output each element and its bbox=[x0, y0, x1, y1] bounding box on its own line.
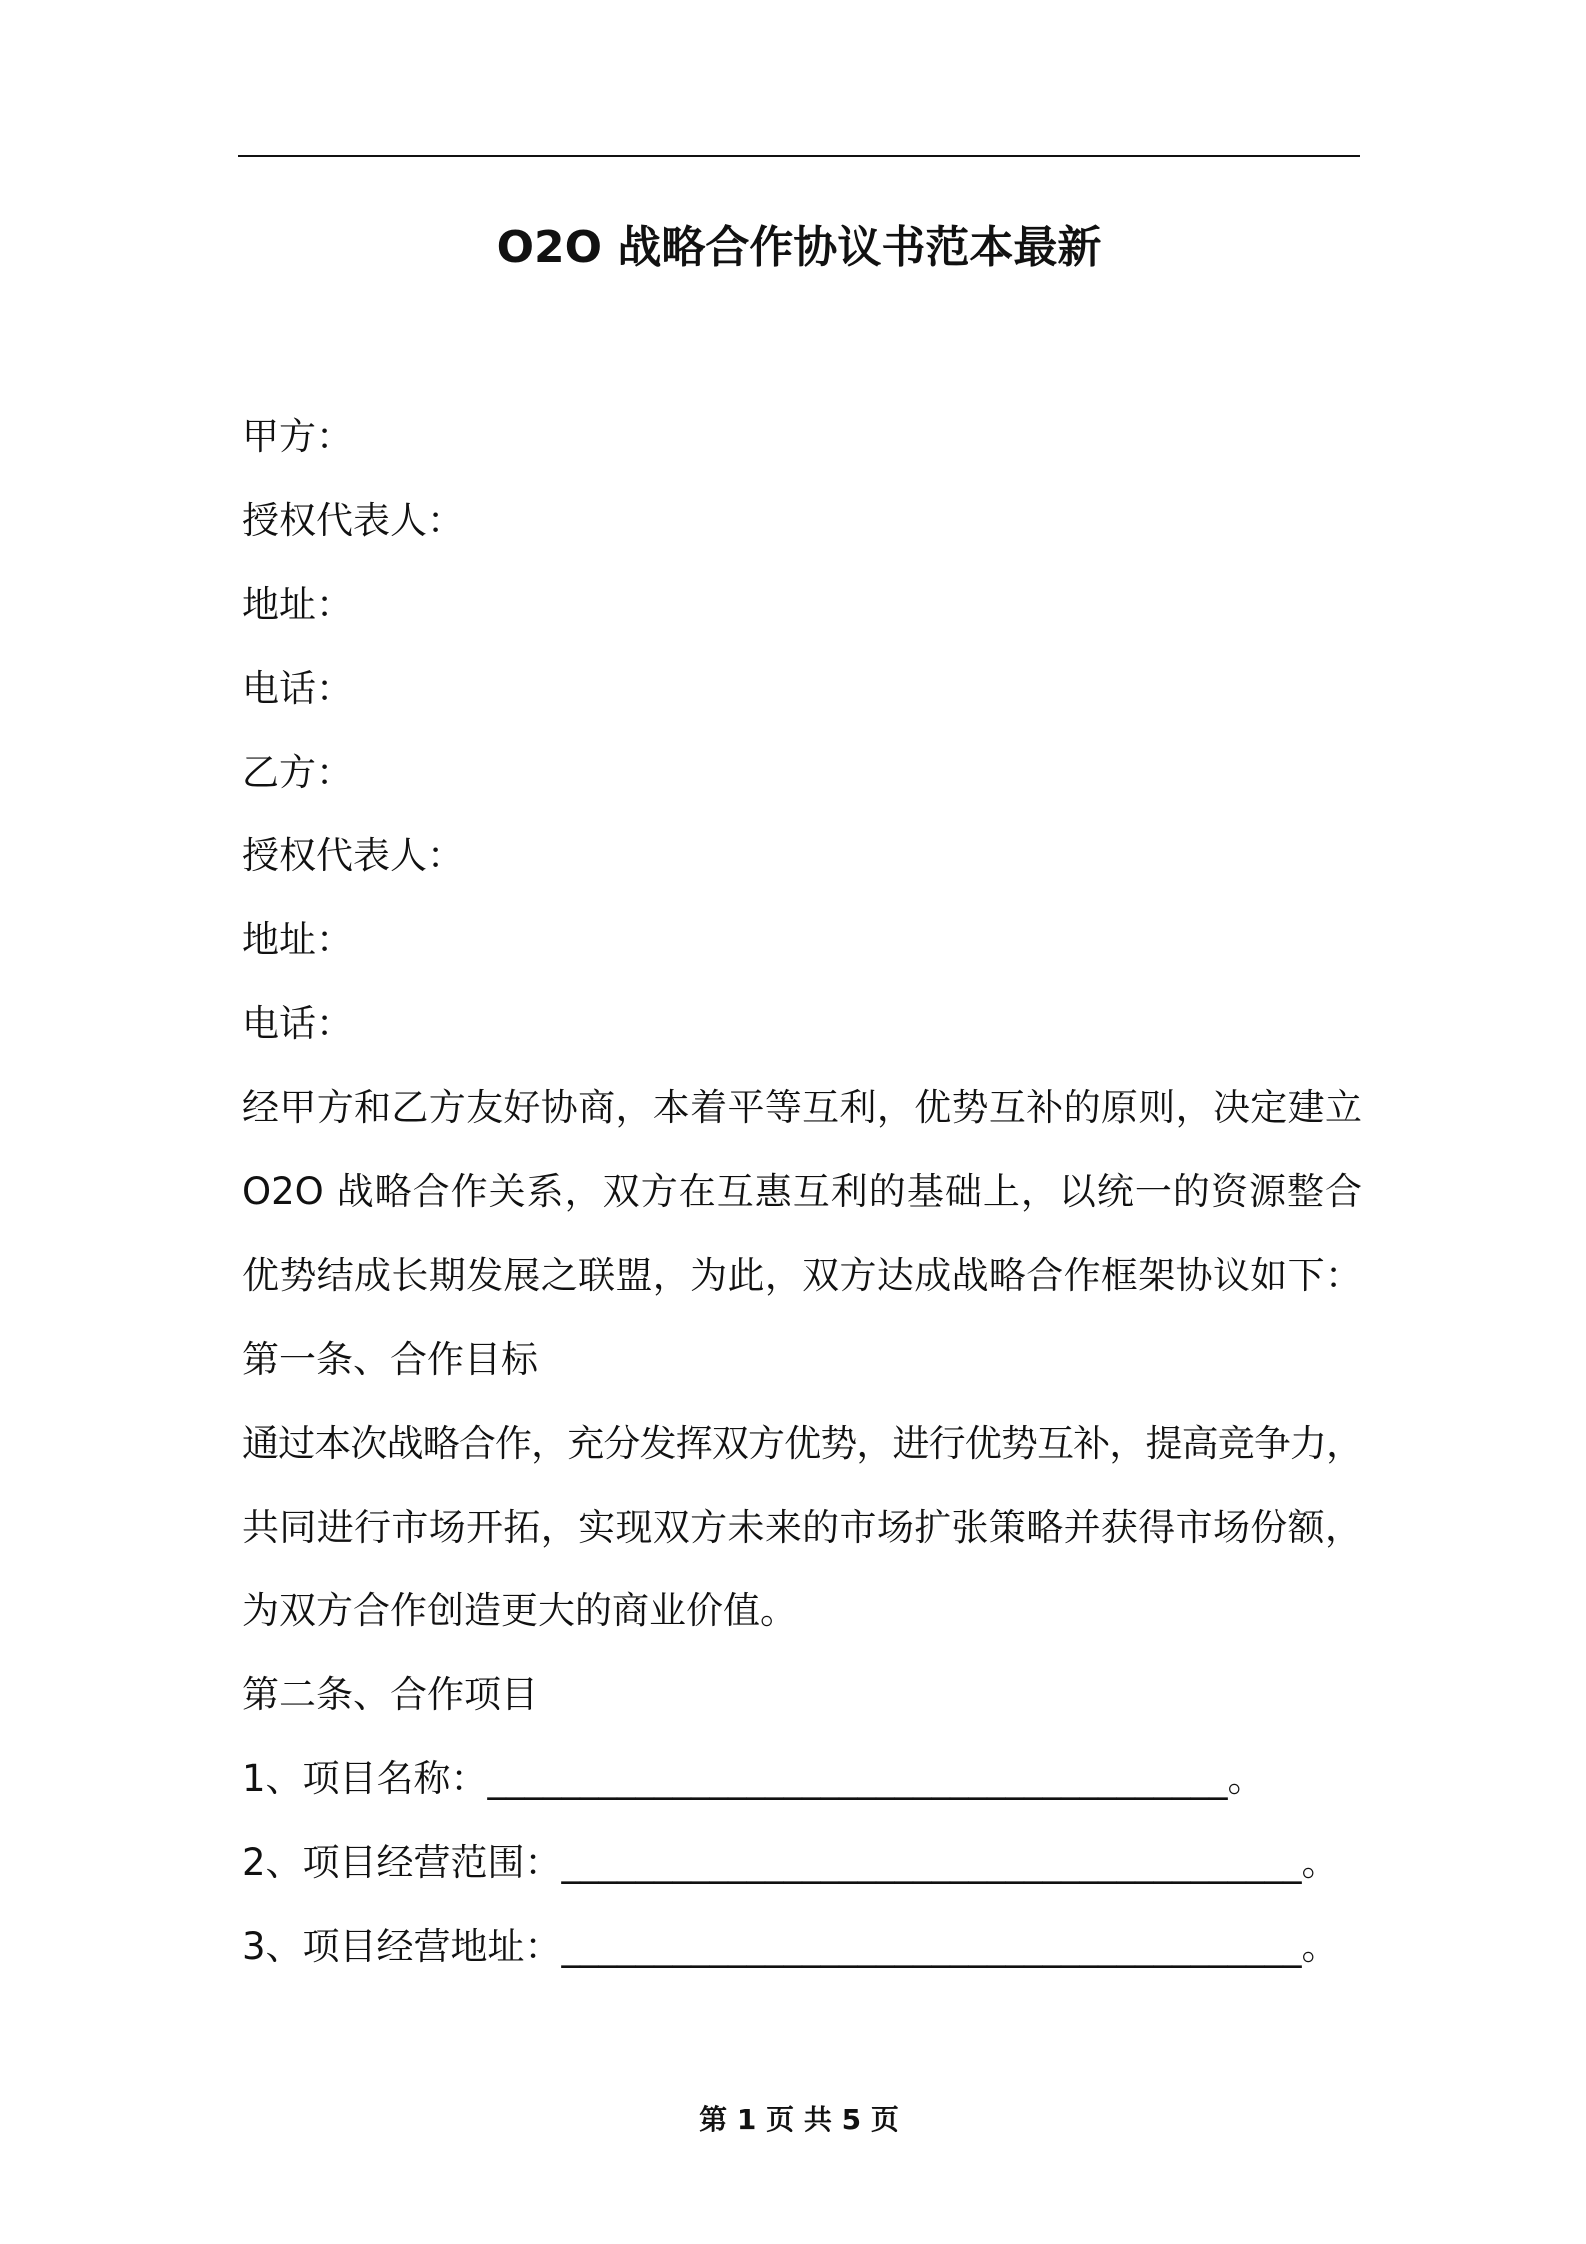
preamble-line: 优势结成长期发展之联盟，为此，双方达成战略合作框架协议如下： bbox=[242, 1253, 1362, 1297]
preamble-line: 经甲方和乙方友好协商，本着平等互利，优势互补的原则，决定建立 bbox=[242, 1086, 1362, 1130]
fill-in-blank: ________________________________________ bbox=[487, 1757, 1228, 1801]
party-b-phone: 电话： bbox=[242, 1002, 353, 1046]
fill-in-blank: ________________________________________ bbox=[561, 1841, 1302, 1885]
party-a-phone: 电话： bbox=[242, 666, 353, 710]
item-end-punctuation: 。 bbox=[1301, 1925, 1339, 1969]
party-b-label: 乙方： bbox=[242, 750, 353, 794]
project-item-label: 3、项目经营地址： bbox=[242, 1925, 562, 1969]
preamble-line: O2O 战略合作关系，双方在互惠互利的基础上，以统一的资源整合 bbox=[242, 1170, 1362, 1214]
project-item-label: 1、项目名称： bbox=[242, 1757, 488, 1801]
party-a-representative: 授权代表人： bbox=[242, 498, 464, 542]
item-end-punctuation: 。 bbox=[1301, 1841, 1339, 1885]
party-b-representative: 授权代表人： bbox=[242, 834, 464, 878]
fill-in-blank: ________________________________________ bbox=[561, 1925, 1302, 1969]
project-item bbox=[242, 1821, 1362, 1905]
party-a-label: 甲方： bbox=[242, 415, 353, 458]
document-title: O2O 战略合作协议书范本最新 bbox=[496, 222, 1102, 273]
page-number-footer: 第 1 页 共 5 页 bbox=[699, 2103, 899, 2136]
project-item bbox=[242, 1905, 1362, 1989]
article-1-line: 共同进行市场开拓，实现双方未来的市场扩张策略并获得市场份额， bbox=[242, 1505, 1362, 1549]
document-body bbox=[242, 395, 1362, 1989]
item-end-punctuation: 。 bbox=[1227, 1757, 1265, 1801]
article-1-line: 为双方合作创造更大的商业价值。 bbox=[242, 1589, 797, 1633]
article-2-heading: 第二条、合作项目 bbox=[242, 1673, 538, 1717]
article-1-heading: 第一条、合作目标 bbox=[242, 1337, 538, 1381]
project-item-label: 2、项目经营范围： bbox=[242, 1841, 562, 1885]
project-item bbox=[242, 1737, 1362, 1821]
party-b-address: 地址： bbox=[242, 918, 353, 962]
article-1-line: 通过本次战略合作，充分发挥双方优势，进行优势互补，提高竞争力， bbox=[242, 1421, 1362, 1465]
party-a-address: 地址： bbox=[242, 582, 353, 626]
header-rule bbox=[238, 155, 1360, 157]
